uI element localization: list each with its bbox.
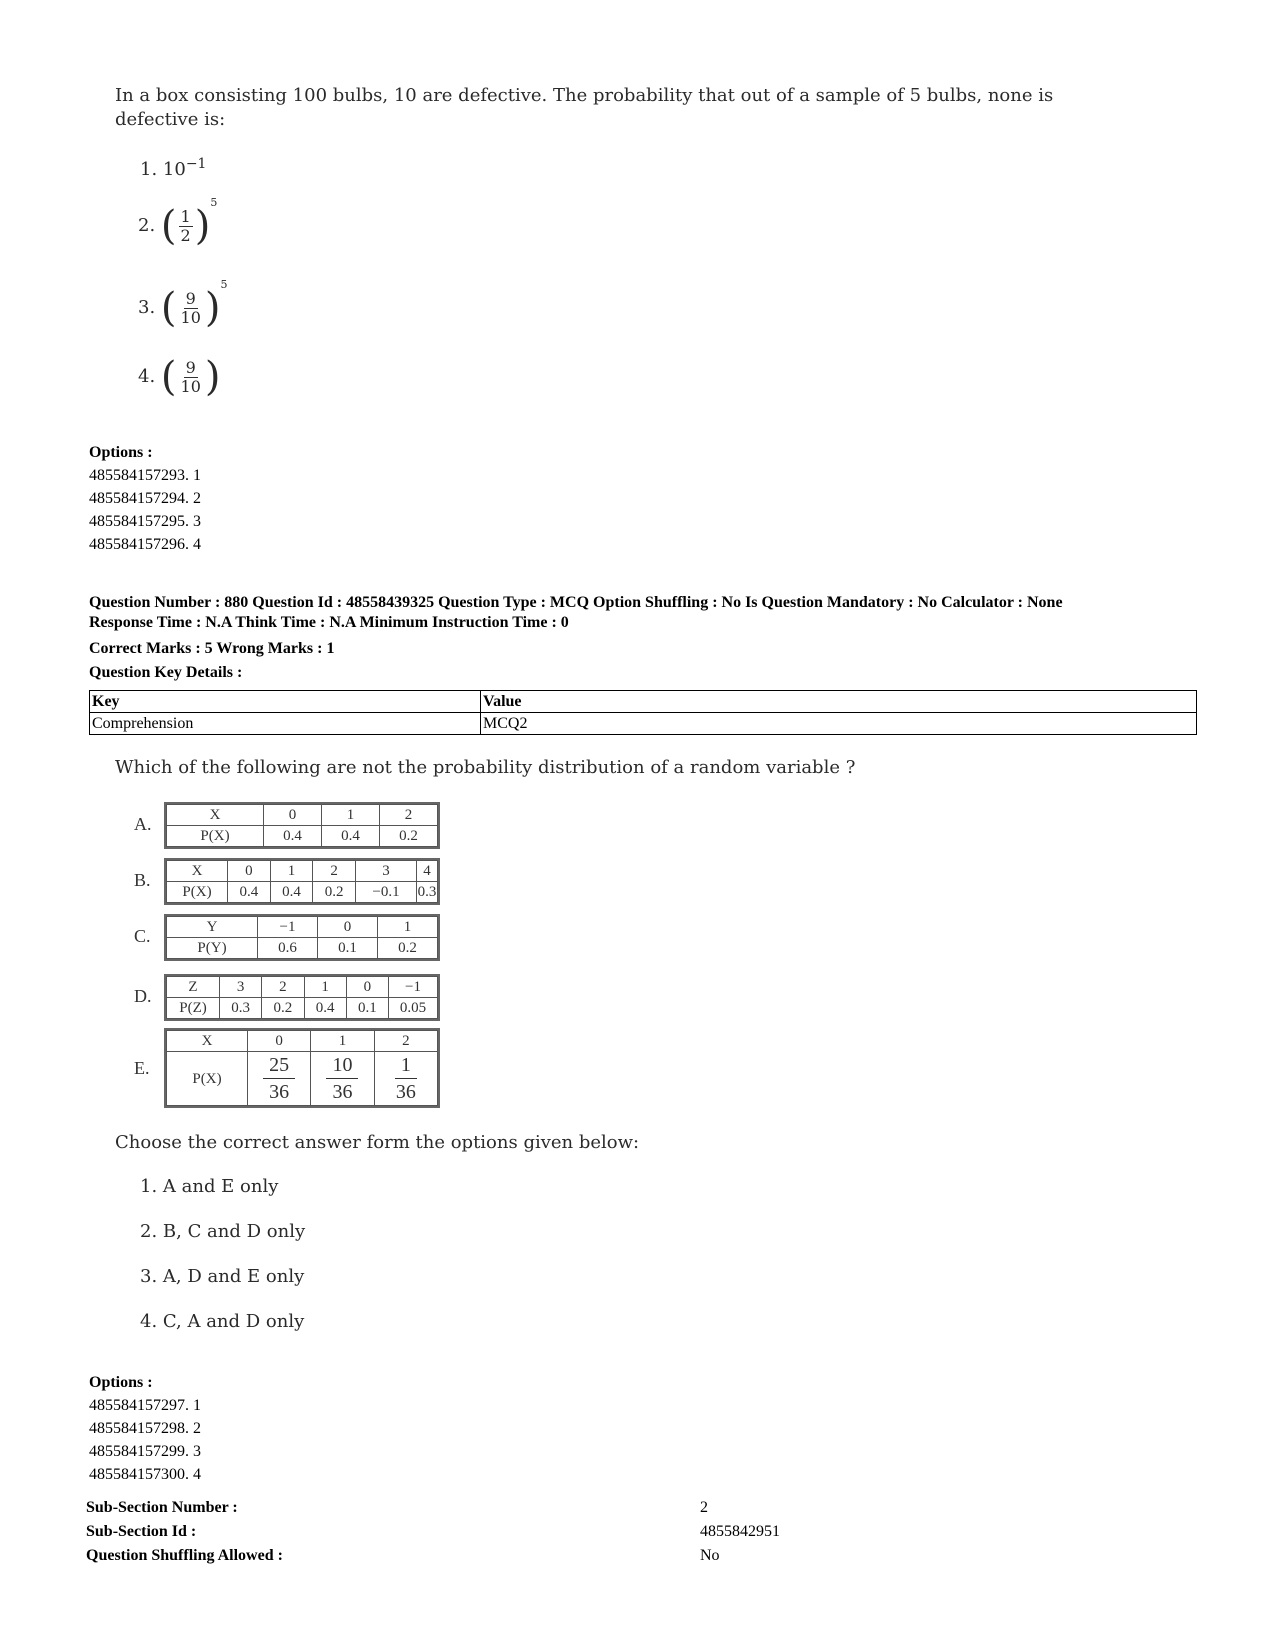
q1-choice-2: 2. ( $\frac{1}{2}$ )$^5$ bbox=[138, 196, 218, 249]
value-header: Value bbox=[481, 691, 1197, 713]
table-row bbox=[167, 1052, 438, 1106]
subsection-number-value: 2 bbox=[700, 1499, 708, 1516]
q2-choice-4: 4. C, A and D only bbox=[140, 1311, 305, 1332]
key-cell: Comprehension bbox=[90, 713, 481, 735]
fraction: $\frac{9}{10}$ bbox=[180, 357, 201, 396]
distribution-table-b bbox=[166, 860, 438, 903]
marks-line: Correct Marks : 5 Wrong Marks : 1 bbox=[89, 640, 335, 657]
table-cell: 0.6 bbox=[258, 938, 318, 959]
fraction: $\frac{9}{10}$ bbox=[180, 288, 201, 327]
option-item: 485584157294. 2 bbox=[89, 490, 201, 507]
options-heading: Options : bbox=[89, 444, 153, 461]
table-row bbox=[167, 977, 438, 998]
table-row bbox=[167, 998, 438, 1019]
table-row bbox=[167, 861, 438, 882]
table-cell: P(X) bbox=[167, 882, 228, 903]
table-cell: 0.2 bbox=[313, 882, 356, 903]
table-cell: 0.4 bbox=[228, 882, 271, 903]
option-item: 485584157300. 4 bbox=[89, 1466, 201, 1483]
table-cell: 0 bbox=[248, 1031, 311, 1052]
table-row bbox=[167, 1031, 438, 1052]
option-item: 485584157296. 4 bbox=[89, 536, 201, 553]
question-meta-line2: Response Time : N.A Think Time : N.A Minimum Instruction Time : 0 bbox=[89, 614, 569, 631]
option-item: 485584157297. 1 bbox=[89, 1397, 201, 1414]
table-cell: $\frac{25}{36}$ bbox=[248, 1052, 311, 1106]
table-cell: 3 bbox=[220, 977, 262, 998]
table-cell: 0 bbox=[264, 805, 322, 826]
table-cell: P(Y) bbox=[167, 938, 258, 959]
option-item: 485584157299. 3 bbox=[89, 1443, 201, 1460]
table-cell: 3 bbox=[356, 861, 417, 882]
table-cell: 0.3 bbox=[417, 882, 438, 903]
option-item: 485584157293. 1 bbox=[89, 467, 201, 484]
table-cell: P(X) bbox=[167, 826, 264, 847]
table-cell: 0.1 bbox=[346, 998, 388, 1019]
distribution-table-a bbox=[166, 804, 438, 847]
subsection-number-label: Sub-Section Number : bbox=[86, 1499, 238, 1516]
table-letter-c: C. bbox=[134, 926, 151, 946]
shuffle-value: No bbox=[700, 1547, 720, 1564]
table-cell: 2 bbox=[262, 977, 304, 998]
table-row bbox=[167, 938, 438, 959]
options-heading: Options : bbox=[89, 1374, 153, 1391]
distribution-table-e bbox=[166, 1030, 438, 1106]
table-cell: 0.2 bbox=[262, 998, 304, 1019]
table-letter-e: E. bbox=[134, 1058, 150, 1078]
table-letter-b: B. bbox=[134, 870, 151, 890]
q2-choice-1: 1. A and E only bbox=[140, 1176, 279, 1197]
table-cell: 2 bbox=[380, 805, 438, 826]
q2-question-text: Which of the following are not the probability distribution of a random variable ? bbox=[115, 757, 856, 778]
table-cell: P(Z) bbox=[167, 998, 220, 1019]
table-cell: 0.4 bbox=[264, 826, 322, 847]
option-item: 485584157298. 2 bbox=[89, 1420, 201, 1437]
q1-choice-4: 4. ( $\frac{9}{10}$ ) bbox=[138, 354, 221, 400]
q1-options-block bbox=[89, 441, 201, 556]
table-row bbox=[167, 805, 438, 826]
table-cell: $\frac{10}{36}$ bbox=[311, 1052, 374, 1106]
table-cell: 0.4 bbox=[270, 882, 313, 903]
table-cell: 0.1 bbox=[318, 938, 378, 959]
distribution-table-d bbox=[166, 976, 438, 1019]
table-cell: X bbox=[167, 805, 264, 826]
q2-options-block bbox=[89, 1371, 201, 1486]
q1-choice-1: 1. $10^{-1}$ bbox=[140, 156, 207, 180]
q2-choice-3: 3. A, D and E only bbox=[140, 1266, 305, 1287]
distribution-table-c bbox=[166, 916, 438, 959]
q2-meta bbox=[89, 593, 1229, 633]
table-cell: 0 bbox=[346, 977, 388, 998]
table-cell: 1 bbox=[378, 917, 438, 938]
table-cell: 0.05 bbox=[389, 998, 438, 1019]
key-details-heading: Question Key Details : bbox=[89, 664, 243, 681]
table-letter-d: D. bbox=[134, 986, 152, 1006]
table-row bbox=[167, 917, 438, 938]
table-row bbox=[167, 826, 438, 847]
table-cell: 2 bbox=[313, 861, 356, 882]
table-cell: 0.2 bbox=[380, 826, 438, 847]
table-cell: 0 bbox=[318, 917, 378, 938]
table-cell: 0.4 bbox=[322, 826, 380, 847]
q1-text-line1: In a box consisting 100 bulbs, 10 are defective. The probability that out of a sample of 5 bulbs, none is bbox=[115, 85, 1054, 106]
subsection-id-label: Sub-Section Id : bbox=[86, 1523, 197, 1540]
table-cell: 0.3 bbox=[220, 998, 262, 1019]
table-cell: P(X) bbox=[167, 1052, 248, 1106]
table-row bbox=[90, 713, 1197, 735]
table-cell: 1 bbox=[304, 977, 346, 998]
table-letter-a: A. bbox=[134, 814, 152, 834]
table-cell: 1 bbox=[311, 1031, 374, 1052]
table-cell: Z bbox=[167, 977, 220, 998]
table-cell: 0 bbox=[228, 861, 271, 882]
table-cell: 0.4 bbox=[304, 998, 346, 1019]
table-cell: 2 bbox=[374, 1031, 437, 1052]
table-cell: Y bbox=[167, 917, 258, 938]
key-header: Key bbox=[90, 691, 481, 713]
table-cell: 4 bbox=[417, 861, 438, 882]
q1-choice-3: 3. ( $\frac{9}{10}$ )$^5$ bbox=[138, 278, 228, 331]
subsection-id-value: 4855842951 bbox=[700, 1523, 780, 1540]
table-row bbox=[90, 691, 1197, 713]
q2-choice-2: 2. B, C and D only bbox=[140, 1221, 306, 1242]
fraction: $\frac{1}{2}$ bbox=[180, 206, 191, 245]
table-cell: −0.1 bbox=[356, 882, 417, 903]
table-cell: X bbox=[167, 1031, 248, 1052]
table-cell: 1 bbox=[322, 805, 380, 826]
option-item: 485584157295. 3 bbox=[89, 513, 201, 530]
question-meta-line1: Question Number : 880 Question Id : 48558439325 Question Type : MCQ Option Shuffling : No Is Question Mandatory : No Calculator : None bbox=[89, 594, 1063, 611]
table-cell: 0.2 bbox=[378, 938, 438, 959]
value-cell: MCQ2 bbox=[481, 713, 1197, 735]
table-cell: $\frac{1}{36}$ bbox=[374, 1052, 437, 1106]
choose-instruction: Choose the correct answer form the options given below: bbox=[115, 1132, 640, 1153]
table-cell: X bbox=[167, 861, 228, 882]
q1-question-text bbox=[115, 84, 1053, 132]
q1-text-line2: defective is: bbox=[115, 109, 226, 130]
table-row bbox=[167, 882, 438, 903]
shuffle-label: Question Shuffling Allowed : bbox=[86, 1547, 283, 1564]
table-cell: 1 bbox=[270, 861, 313, 882]
table-cell: −1 bbox=[389, 977, 438, 998]
table-cell: −1 bbox=[258, 917, 318, 938]
key-details-table bbox=[89, 690, 1197, 735]
